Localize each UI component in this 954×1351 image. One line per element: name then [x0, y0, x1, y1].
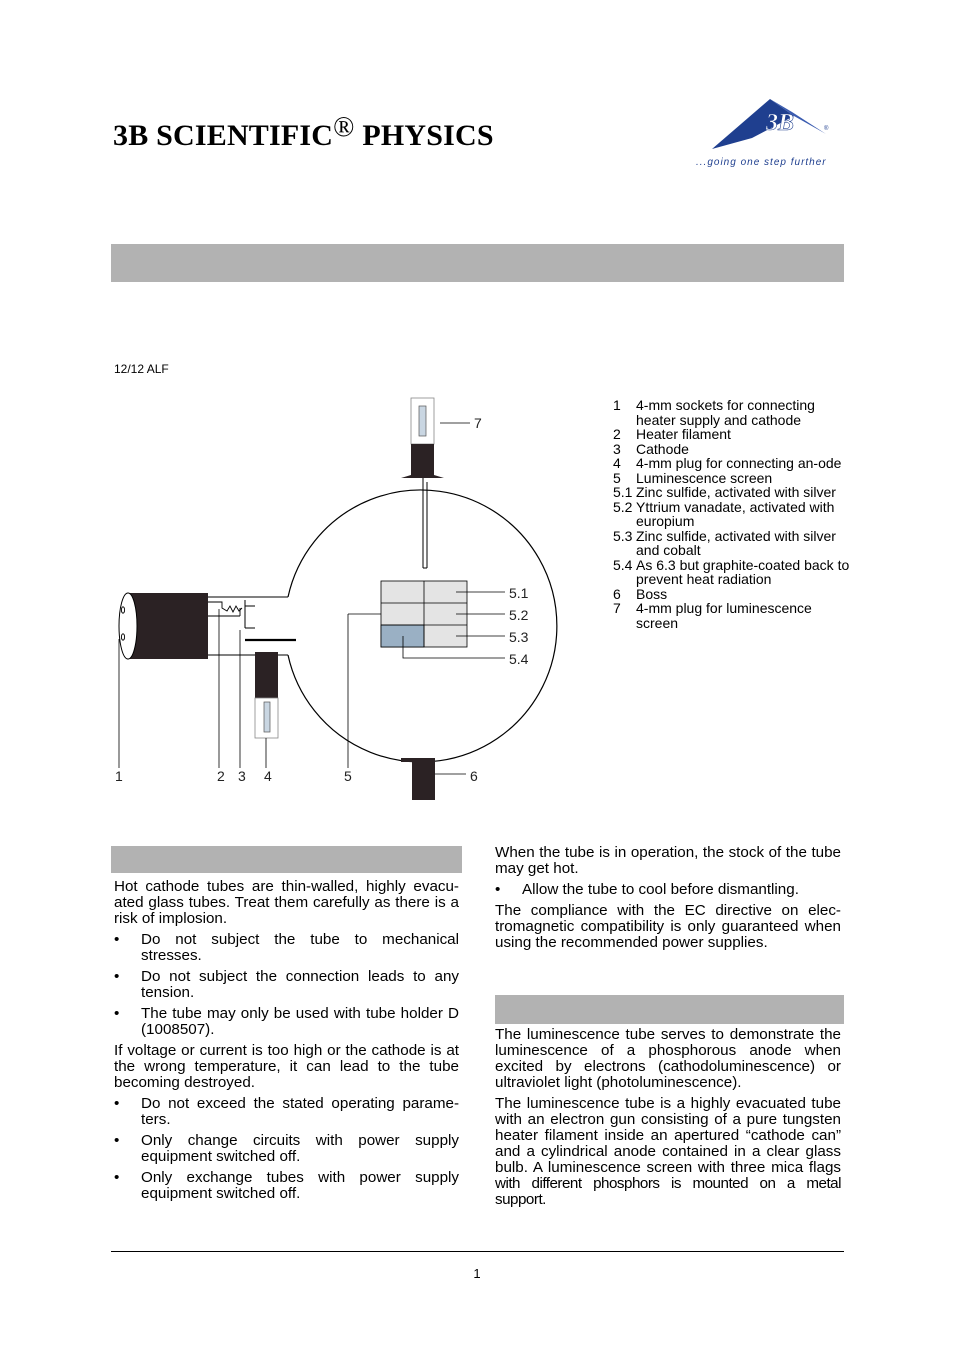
graphite-flag	[381, 625, 424, 647]
footer-rule	[111, 1251, 844, 1252]
legend-item: 4 4-mm plug for connecting an-ode	[613, 455, 842, 471]
document-code: 12/12 ALF	[114, 362, 169, 376]
label-5-3: 5.3	[509, 629, 529, 645]
svg-text:®: ®	[824, 126, 829, 132]
tube-base	[128, 593, 208, 659]
safety-bullet: • Do not subject the tube to mechanical stresses.	[114, 931, 459, 964]
luminescence-screen	[381, 581, 467, 647]
component-legend	[613, 398, 853, 630]
label-5: 5	[344, 768, 352, 784]
socket-face	[119, 593, 137, 659]
legend-item: 5.1 Zinc sulfide, activated with silver	[613, 484, 836, 500]
safety-bullet: • Do not subject the connection leads to any tension.	[114, 968, 459, 1001]
legend-item: 5.4 As 6.3 but graphite-coated back to prevent heat radiation	[613, 556, 850, 587]
legend-item: 6 Boss	[613, 585, 668, 602]
legend-item: 3 Cathode	[613, 440, 689, 457]
page-number: 1	[473, 1266, 481, 1281]
registered-mark: ®	[333, 112, 355, 143]
label-5-1: 5.1	[509, 585, 529, 601]
description-paragraph: The luminescence tube serves to demonstrate the luminescence of a phosphorous anode when excited by electrons (cathodoluminescence) or ultraviolet light (photoluminescence).	[495, 1026, 841, 1091]
description-paragraph: The luminescence tube is a highly evacuated tube with an electron gun consisting of a pure tungsten heater filament inside an apertured “cathode can” and a cylindrical anode contained in a clear glass bulb. A luminescence screen with three mica flags with different phosphors is mounted on a metal support.	[495, 1095, 841, 1208]
logo-tagline: ...going one step further	[696, 157, 827, 168]
safety-instructions-continued	[495, 845, 841, 956]
label-5-2: 5.2	[509, 607, 529, 623]
safety-paragraph: If voltage or current is too high or the cathode is at the wrong temperature, it can lead to the tube becoming destroyed.	[114, 1042, 459, 1091]
luminescence-tube-diagram	[100, 390, 600, 810]
description-text	[495, 1027, 841, 1213]
label-2: 2	[217, 768, 225, 784]
logo-text: 3B	[766, 110, 795, 136]
screen-plug-body	[401, 444, 444, 478]
safety-paragraph: Hot cathode tubes are thin-walled, highly evacu-ated glass tubes. Treat them carefully as there is a risk of implosion.	[114, 878, 459, 927]
heater-filament	[208, 602, 242, 612]
safety-paragraph: When the tube is in operation, the stock of the tube may get hot.	[495, 844, 841, 877]
brand-title: 3B SCIENTIFIC® PHYSICS	[113, 112, 494, 152]
legend-item: 1 4-mm sockets for connecting heater supply and cathode	[613, 397, 815, 428]
legend-item: 5.2 Yttrium vanadate, activated with europium	[613, 498, 835, 529]
label-3: 3	[238, 768, 246, 784]
safety-bullet: • Allow the tube to cool before dismantling.	[495, 881, 799, 898]
legend-item: 2 Heater filament	[613, 426, 731, 442]
safety-bullet: • Only change circuits with power supply equipment switched off.	[114, 1132, 459, 1165]
safety-bullet: • Only exchange tubes with power supply equipment switched off.	[114, 1169, 459, 1202]
safety-section-banner	[111, 846, 462, 873]
description-section-banner	[495, 995, 844, 1024]
anode-plug-body	[255, 652, 278, 698]
safety-bullet: • The tube may only be used with tube holder D (1008507).	[114, 1005, 459, 1038]
label-6: 6	[470, 768, 478, 784]
title-banner	[111, 244, 844, 282]
safety-paragraph: The compliance with the EC directive on elec-tromagnetic compatibility is only guaranteed when using the recommended power supplies.	[495, 902, 841, 951]
label-7: 7	[474, 415, 482, 431]
label-5-4: 5.4	[509, 651, 529, 667]
safety-instructions	[114, 879, 459, 1207]
3b-logo	[696, 94, 844, 170]
legend-item: 7 4-mm plug for luminescence screen	[613, 600, 812, 631]
label-4: 4	[264, 768, 272, 784]
legend-item: 5.3 Zinc sulfide, activated with silver and cobalt	[613, 527, 836, 558]
safety-bullet: • Do not exceed the stated operating parame-ters.	[114, 1095, 459, 1128]
legend-item: 5 Luminescence screen	[613, 469, 773, 486]
label-1: 1	[115, 768, 123, 784]
